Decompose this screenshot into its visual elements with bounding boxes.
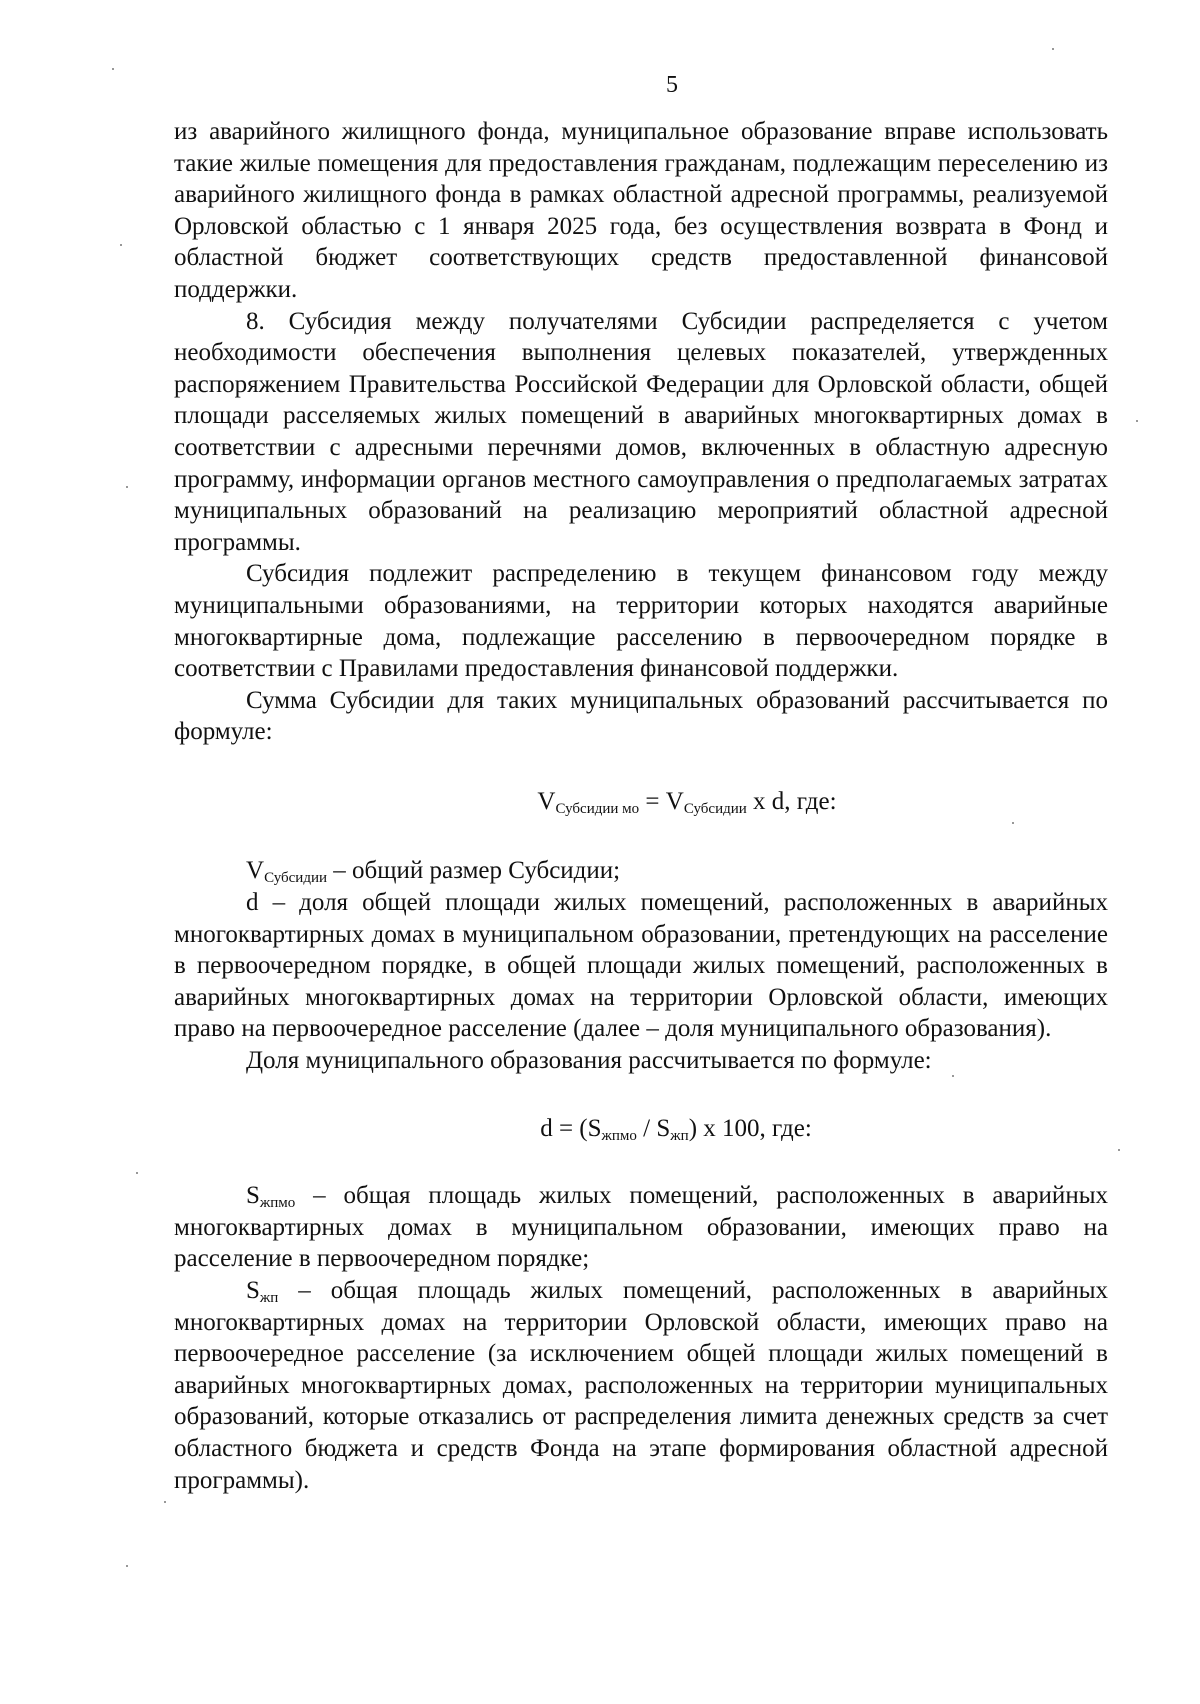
scan-speck	[1136, 420, 1138, 422]
def-v-text: – общий размер Субсидии;	[327, 857, 621, 885]
def-s1-symbol: S	[246, 1182, 260, 1210]
subsidy-formula	[174, 786, 1108, 818]
formula-equals: =	[639, 787, 666, 815]
paragraph-share-formula-intro: Доля муниципального образования рассчитывается по формуле:	[246, 1047, 932, 1075]
scan-speck	[952, 1075, 954, 1077]
scan-speck	[164, 1501, 166, 1503]
scan-speck	[112, 68, 114, 70]
def-v-subscript: Субсидии	[264, 870, 327, 887]
paragraph-8: 8. Субсидия между получателями Субсидии распределяется с учетом необходимости обеспечения выполнения целевых показателей, утвержденных распоряжением Правительства Российской Федерации для Орловской области, общей площади расселяемых жилых помещений в аварийных многоквартирных домах в соответствии с адресными перечнями домов, включенных в областную адресную программу, информации органов местного самоуправления о предполагаемых затратах муниципальных образований на реализацию мероприятий областной адресной программы.	[174, 307, 1108, 556]
def-s1-subscript: жпмо	[259, 1195, 296, 1212]
def-s1-text: – общая площадь жилых помещений, расположенных в аварийных многоквартирных домах в муниципальном образовании, имеющих право на расселение в первоочередном порядке;	[174, 1182, 1108, 1273]
share-formula-end: ) x 100, где:	[688, 1114, 812, 1142]
definition-v-subsidy	[174, 855, 1108, 887]
definition-s-zhp	[174, 1275, 1108, 1496]
share-formula-mid: / S	[636, 1114, 671, 1142]
scan-speck	[1052, 48, 1054, 50]
definition-s-zhpmo	[174, 1180, 1108, 1275]
formula-lhs-subscript: Субсидии мо	[555, 800, 640, 817]
scan-speck	[126, 1565, 128, 1567]
share-formula-sub2: жп	[670, 1127, 689, 1144]
def-v-symbol: V	[246, 857, 265, 885]
paragraph-subsidy-distribution: Субсидия подлежит распределению в текущем финансовом году между муниципальными образованиями, на территории которых находятся аварийные многоквартирные дома, подлежащие расселению в первоочередном порядке в соответствии с Правилами предоставления финансовой поддержки.	[174, 560, 1108, 683]
share-formula-start: d = (S	[540, 1114, 602, 1142]
scan-speck	[1118, 1149, 1120, 1151]
paragraph-1: из аварийного жилищного фонда, муниципальное образование вправе использовать такие жилые помещения для предоставления гражданам, подлежащим переселению из аварийного жилищного фонда в рамках областной адресной программы, реализуемой Орловской областью с 1 января 2025 года, без осуществления возврата в Фонд и областной бюджет соответствующих средств предоставленной финансовой поддержки.	[174, 118, 1108, 303]
scan-speck	[120, 244, 122, 246]
definition-d: d – доля общей площади жилых помещений, расположенных в аварийных многоквартирных домах в муниципальном образовании, претендующих на расселение в первоочередном порядке, в общей площади жилых помещений, расположенных в аварийных многоквартирных домах на территории Орловской области, имеющих право на первоочередное расселение (далее – доля муниципального образования).	[174, 889, 1108, 1043]
def-s2-text: – общая площадь жилых помещений, расположенных в аварийных многоквартирных домах на территории Орловской области, имеющих право на первоочередное расселение (за исключением общей площади жилых помещений в аварийных многоквартирных домах, расположенных на территории муниципальных образований, которые отказались от распределения лимита денежных средств за счет областного бюджета и средств Фонда на этапе формирования областной адресной программы).	[174, 1277, 1108, 1494]
formula-tail: x d, где:	[746, 787, 837, 815]
paragraph-subsidy-formula-intro: Сумма Субсидии для таких муниципальных образований рассчитывается по формуле:	[174, 686, 1108, 746]
formula-rhs-v: V	[665, 787, 684, 815]
scan-speck	[1012, 822, 1014, 824]
def-s2-subscript: жп	[259, 1290, 279, 1306]
scan-speck	[126, 486, 128, 488]
formula-lhs-v: V	[537, 787, 556, 815]
scan-speck	[136, 1172, 138, 1174]
share-formula	[174, 1113, 1108, 1145]
page-number: 5	[666, 72, 678, 98]
formula-rhs-subscript: Субсидии	[683, 800, 747, 817]
share-formula-sub1: жпмо	[601, 1127, 637, 1144]
document-body	[174, 116, 1108, 1496]
def-s2-symbol: S	[246, 1277, 260, 1304]
